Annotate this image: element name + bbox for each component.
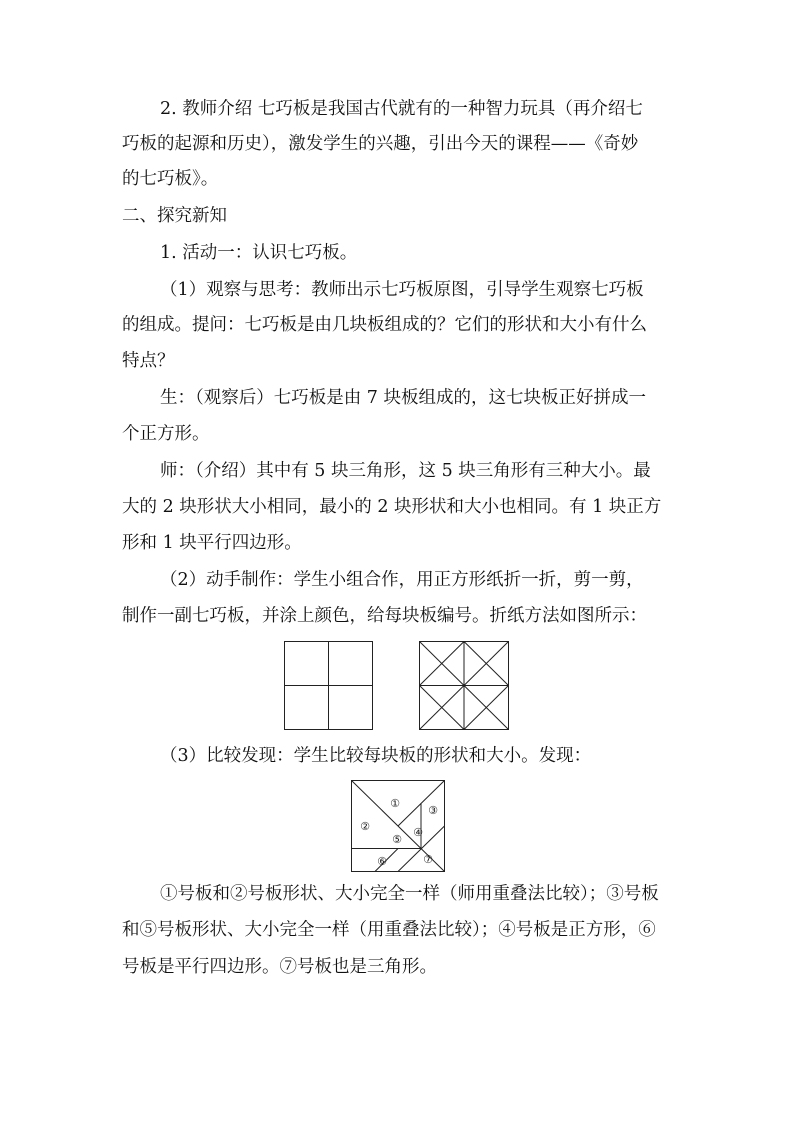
teacher-line-1: 师：（介绍）其中有 5 块三角形，这 5 块三角形有三种大小。最 — [160, 461, 651, 481]
fold-diagram-quarters — [284, 641, 373, 730]
intro-line-3: 的七巧板》。 — [122, 169, 219, 189]
tangram-label-7: ⑦ — [423, 853, 433, 866]
compare-line-1: （3）比较发现：学生比较每块板的形状和大小。发现： — [160, 746, 592, 766]
tangram-label-2: ② — [360, 820, 370, 833]
finding-line-1: ①号板和②号板形状、大小完全一样（师用重叠法比较）；③号板 — [160, 884, 659, 904]
make-line-1: （2）动手制作：学生小组合作，用正方形纸折一折，剪一剪， — [160, 570, 644, 590]
tangram-label-1: ① — [390, 797, 400, 810]
student-line-1: 生：（观察后）七巧板是由 7 块板组成的，这七块板正好拼成一 — [160, 388, 647, 408]
make-line-2: 制作一副七巧板，并涂上颜色，给每块板编号。折纸方法如图所示： — [122, 606, 647, 626]
fold-diagram-diagonals — [419, 641, 509, 730]
student-line-2: 个正方形。 — [122, 424, 210, 444]
tangram-label-4: ④ — [413, 826, 423, 839]
tangram-diagram — [351, 780, 445, 872]
activity-title: 1. 活动一：认识七巧板。 — [160, 243, 358, 263]
teacher-line-3: 形和 1 块平行四边形。 — [122, 533, 302, 553]
observe-line-3: 特点？ — [122, 351, 175, 371]
finding-line-2: 和⑤号板形状、大小完全一样（用重叠法比较）；④号板是正方形，⑥ — [122, 920, 656, 940]
section-title: 二、探究新知 — [122, 206, 227, 226]
observe-line-2: 的组成。提问：七巧板是由几块板组成的？它们的形状和大小有什么 — [122, 315, 647, 335]
intro-line-1: 2. 教师介绍 七巧板是我国古代就有的一种智力玩具（再介绍七 — [160, 99, 643, 119]
teacher-line-2: 大的 2 块形状大小相同，最小的 2 块形状和大小也相同。有 1 块正方 — [122, 497, 662, 517]
tangram-label-3: ③ — [428, 804, 438, 817]
tangram-label-5: ⑤ — [392, 833, 402, 846]
observe-line-1: （1）观察与思考：教师出示七巧板原图，引导学生观察七巧板 — [160, 280, 644, 300]
intro-line-2: 巧板的起源和历史），激发学生的兴趣，引出今天的课程——《奇妙 — [122, 134, 639, 154]
finding-line-3: 号板是平行四边形。⑦号板也是三角形。 — [122, 957, 437, 977]
tangram-label-6: ⑥ — [377, 855, 387, 868]
